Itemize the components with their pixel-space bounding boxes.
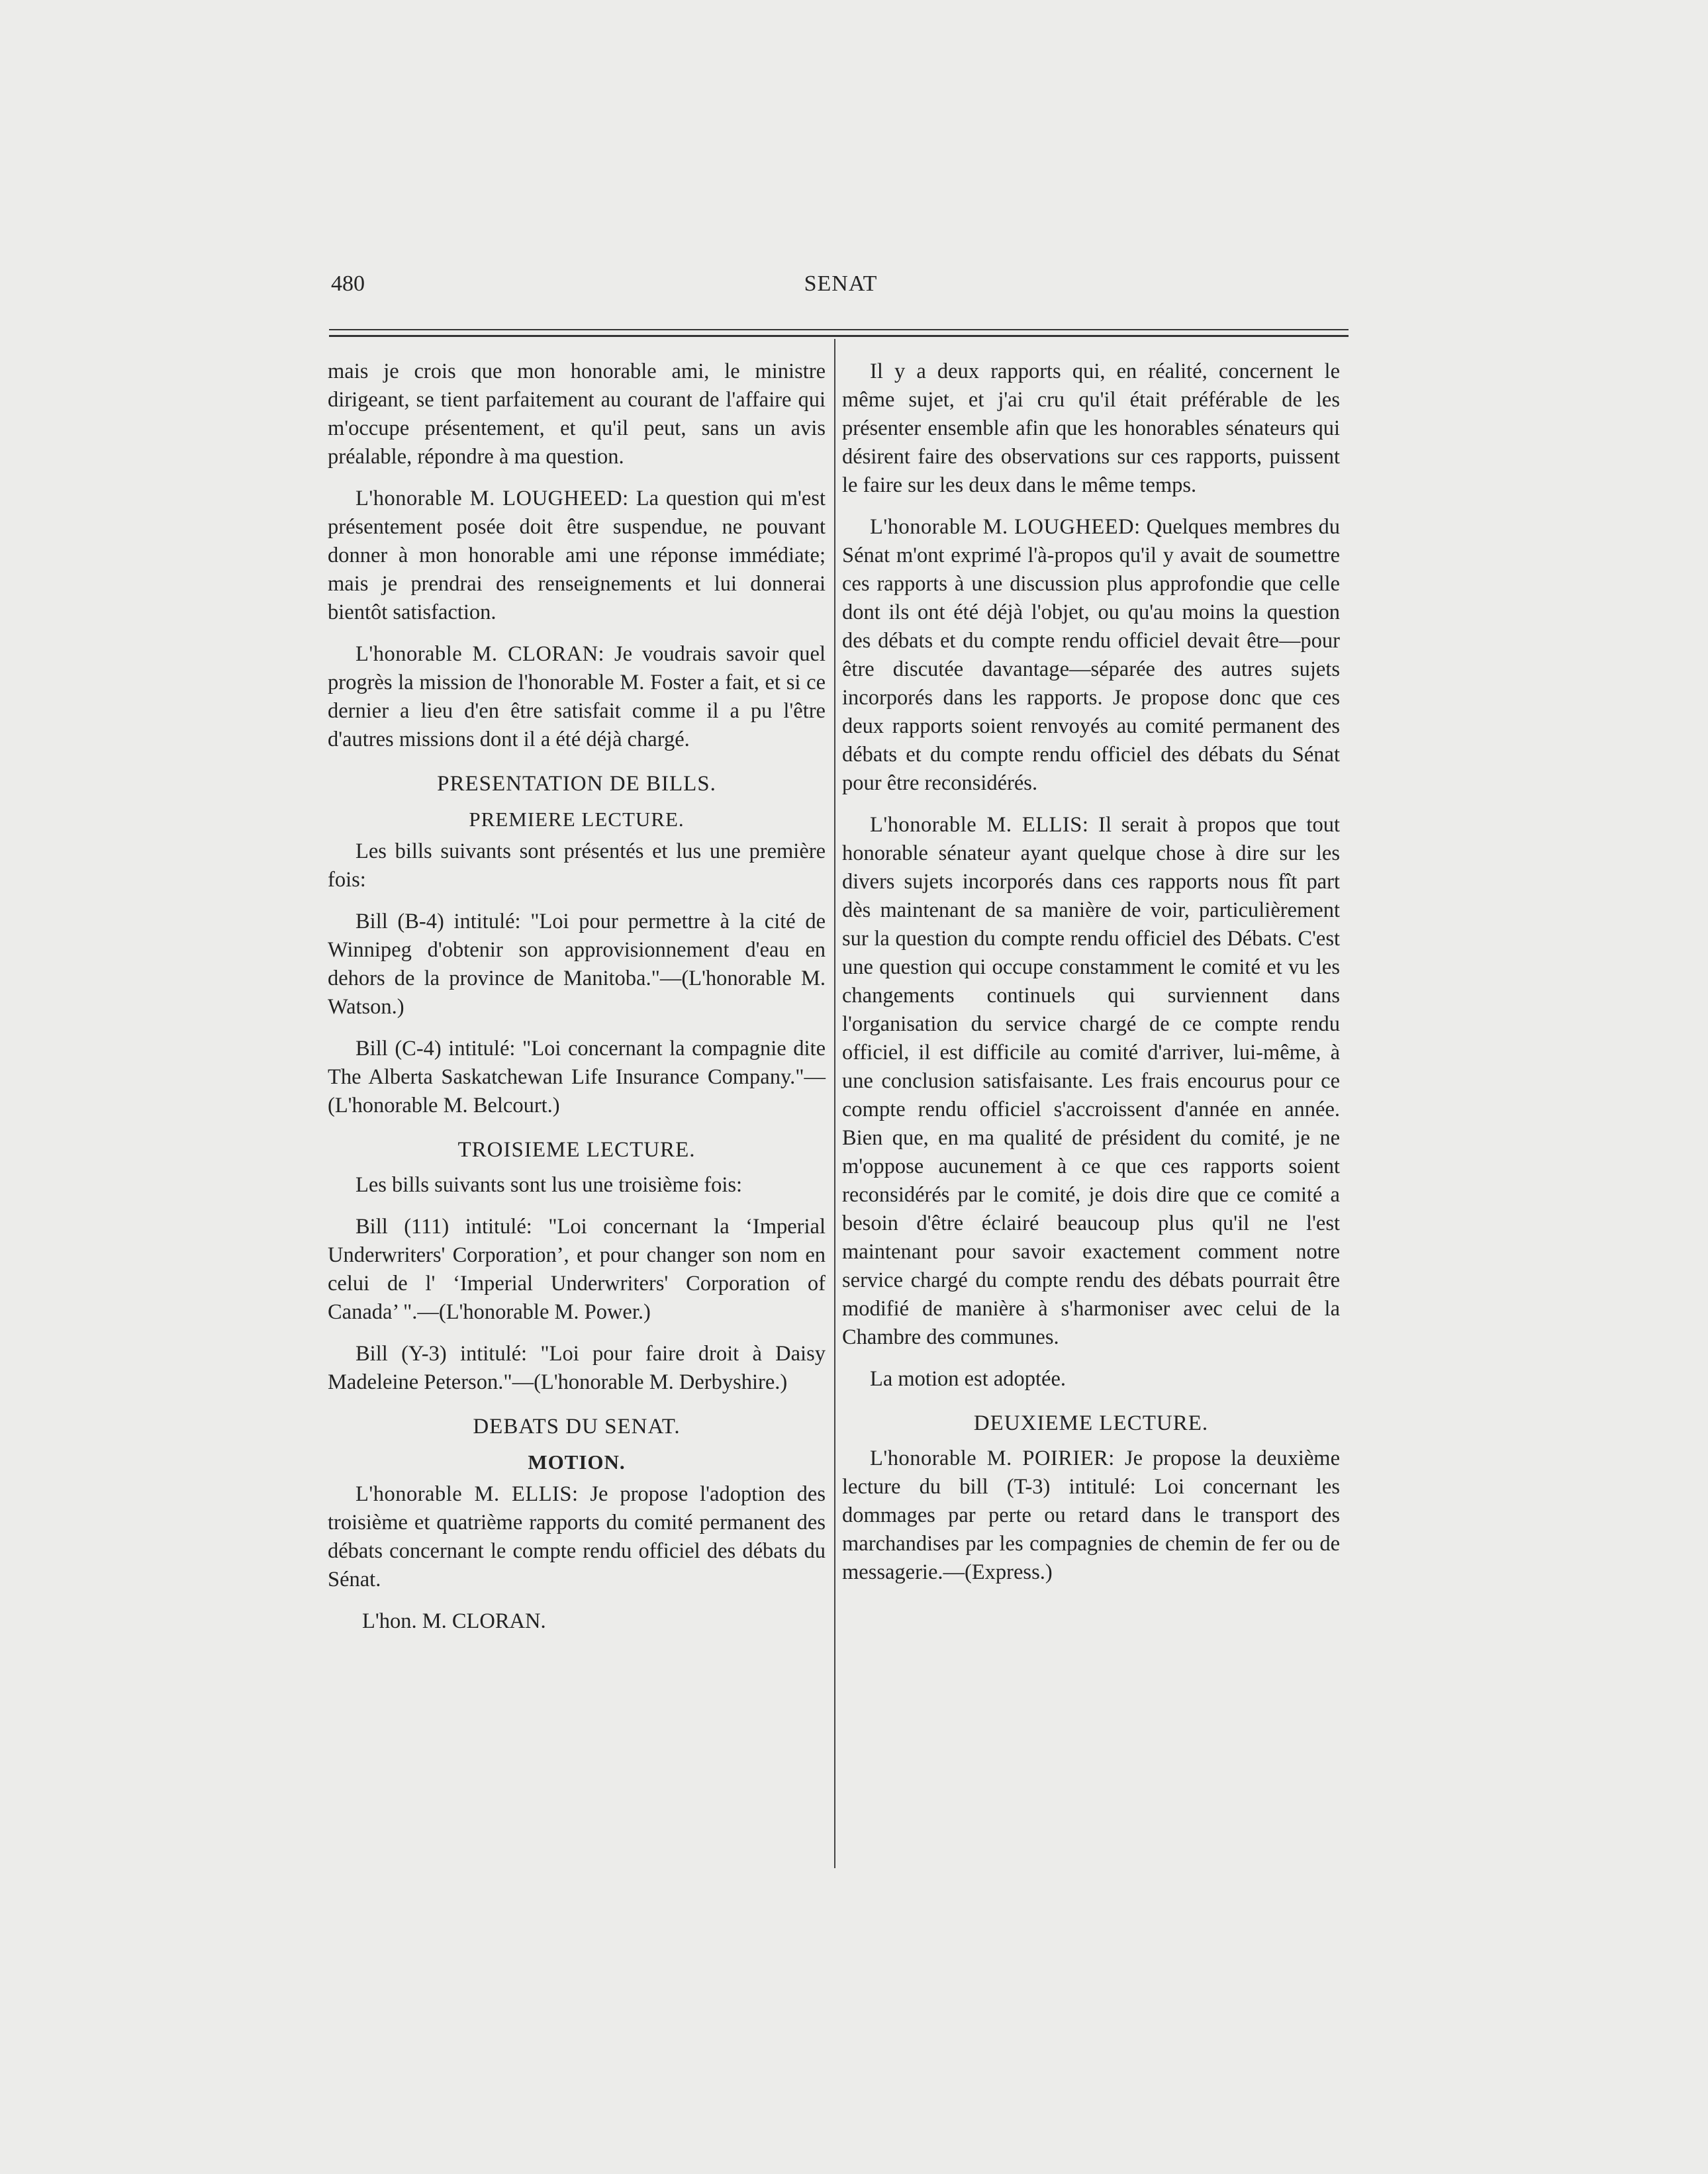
paragraph — [328, 1480, 826, 1594]
speaker-name: L'honorable M. POIRIER: — [870, 1446, 1115, 1470]
speech-text: Je voudrais savoir quel progrès la mission de l'honorable M. Foster a fait, et si ce dernier a lieu d'en être satisfait comme il a pu l'être d'autres missions dont il a été déjà chargé. — [328, 642, 826, 751]
speech-text: Quelques membres du Sénat m'ont exprimé l'à-propos qu'il y avait de soumettre ces rapports à une discussion plus approfondie que celle dont ils ont été déjà l'objet, ou qu'au moins la question des débats et du compte rendu officiel devait être—pour être discutée davantage—séparée des autres sujets incorporés dans les rapports. Je propose donc que ces deux rapports soient renvoyés au comité permanent des débats et du compte rendu officiel des débats du Sénat pour être reconsidérés. — [842, 515, 1340, 795]
paragraph: Les bills suivants sont lus une troisième fois: — [356, 1173, 743, 1197]
section-heading: DEBATS DU SENAT. — [473, 1415, 681, 1439]
speaker-name: L'honorable M. ELLIS: — [356, 1482, 579, 1506]
bill-entry: Bill (C-4) intitulé: "Loi concernant la compagnie dite The Alberta Saskatchewan Life Insurance Company."—(L'honorable M. Belcourt.) — [328, 1037, 826, 1117]
subsection-heading: MOTION. — [528, 1450, 626, 1474]
speaker-name: L'honorable M. LOUGHEED: — [356, 487, 629, 510]
subsection-heading: PREMIERE LECTURE. — [469, 808, 685, 831]
column-divider — [834, 339, 835, 1868]
running-head — [331, 271, 1351, 305]
paragraph: Les bills suivants sont présentés et lus une première fois: — [328, 839, 826, 892]
speech-text: Il serait à propos que tout honorable sénateur ayant quelque chose à dire sur les divers sujets incorporés dans ces rapports nous fît part dès maintenant de sa manière de voir, particulièrement sur la question du compte rendu officiel des Débats. C'est une question qui occupe constamment le comité et vu les changements continuels qui surviennent dans l'organisation du service chargé de ce compte rendu officiel, il est difficile au comité d'arriver, lui-même, à une conclusion satisfaisante. Les frais encourus pour ce compte rendu officiel s'accroissent d'année en année. Bien que, en ma qualité de président du comité, je ne m'oppose aucunement à ce que ces rapports soient reconsidérés par le comité, je dois dire que ce comité a besoin d'être éclairé beaucoup plus qu'il ne l'est maintenant pour savoir exactement comment notre service chargé du compte rendu des débats pourrait être modifié de manière à s'harmoniser avec celui de la Chambre des communes. — [842, 813, 1340, 1349]
bill-entry: Bill (111) intitulé: "Loi concernant la ‘Imperial Underwriters' Corporation’, et pour changer son nom en celui de l' ‘Imperial Underwriters' Corporation of Canada’ ".—(L'honorable M. Power.) — [328, 1215, 826, 1324]
paragraph — [328, 640, 826, 754]
page-number: 480 — [331, 271, 365, 296]
left-column — [328, 357, 826, 1649]
right-column — [842, 357, 1340, 1600]
bill-entry: Bill (Y-3) intitulé: "Loi pour faire droit à Daisy Madeleine Peterson."—(L'honorable M. Derbyshire.) — [328, 1342, 826, 1394]
section-title: SENAT — [804, 271, 878, 296]
section-heading: TROISIEME LECTURE. — [457, 1138, 696, 1162]
paragraph: Il y a deux rapports qui, en réalité, concernent le même sujet, et j'ai cru qu'il était préférable de les présenter ensemble afin que les honorables sénateurs qui désirent faire des observations sur ces rapports, puissent le faire sur les deux dans le même temps. — [842, 359, 1340, 497]
paragraph — [328, 485, 826, 627]
speaker-name: L'honorable M. ELLIS: — [870, 813, 1089, 837]
section-heading: PRESENTATION DE BILLS. — [437, 772, 716, 796]
bill-entry: Bill (B-4) intitulé: "Loi pour permettre à la cité de Winnipeg d'obtenir son approvisionnement d'eau en dehors de la province de Manitoba."—(L'honorable M. Watson.) — [328, 910, 826, 1019]
speech-text: La question qui m'est présentement posée doit être suspendue, ne pouvant donner à mon honorable ami une réponse immédiate; mais je prendrai des renseignements et lui donnerai bientôt satisfaction. — [328, 487, 826, 624]
paragraph: mais je crois que mon honorable ami, le ministre dirigeant, se tient parfaitement au courant de l'affaire qui m'occupe présentement, et qu'il peut, sans un avis préalable, répondre à ma question. — [328, 359, 826, 469]
section-heading: DEUXIEME LECTURE. — [973, 1411, 1209, 1435]
speech-text: Je propose la deuxième lecture du bill (T-3) intitulé: Loi concernant les dommages par perte ou retard dans le transport des marchandises par les compagnies de chemin de fer ou de messagerie.—(Express.) — [842, 1446, 1340, 1584]
speaker-line: L'hon. M. CLORAN. — [362, 1609, 546, 1633]
speaker-name: L'honorable M. LOUGHEED: — [870, 515, 1141, 539]
paragraph — [842, 1444, 1340, 1587]
paragraph — [842, 811, 1340, 1352]
header-rule-top — [329, 329, 1349, 330]
paragraph: La motion est adoptée. — [870, 1367, 1067, 1391]
speaker-name: L'honorable M. CLORAN: — [356, 642, 605, 666]
header-rule-bottom — [329, 335, 1349, 337]
paragraph — [842, 513, 1340, 798]
speech-text: Je propose l'adoption des troisième et quatrième rapports du comité permanent des débats concernant le compte rendu officiel des débats du Sénat. — [328, 1482, 826, 1591]
